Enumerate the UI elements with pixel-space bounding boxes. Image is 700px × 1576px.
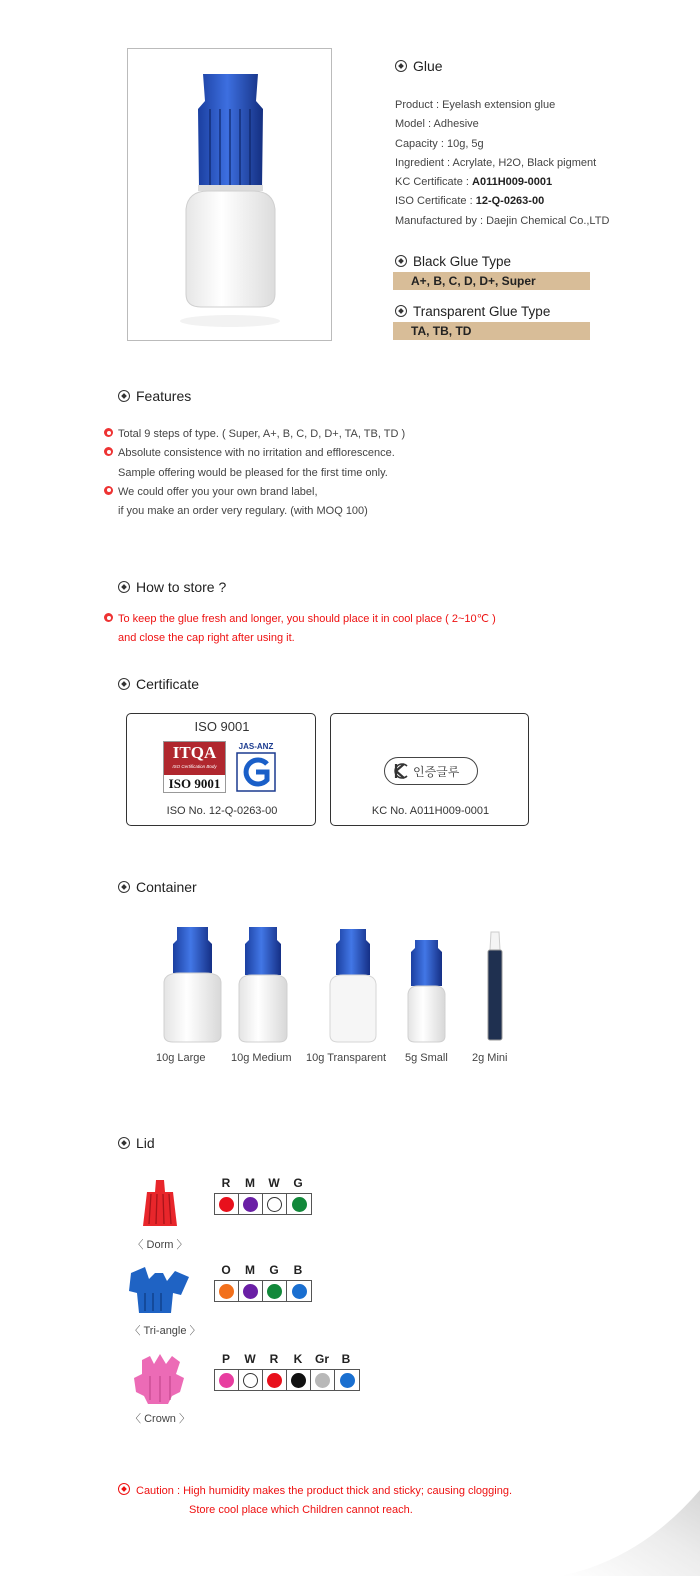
triangle-lid-image	[125, 1263, 195, 1317]
color-swatches	[214, 1369, 360, 1391]
black-glue-type-title: Black Glue Type	[395, 254, 511, 269]
color-swatch[interactable]	[267, 1373, 282, 1388]
iso-heading: ISO 9001	[194, 719, 250, 734]
jas-anz-logo: JAS-ANZ	[231, 741, 281, 793]
store-instructions: To keep the glue fresh and longer, you should place it in cool place ( 2~10℃ ) and close the cap right after using it.	[104, 610, 664, 649]
glue-bottle-image	[128, 49, 333, 342]
container-label-mini: 2g Mini	[472, 1052, 508, 1064]
spec-line: Capacity : 10g, 5g	[395, 137, 484, 150]
feature-item: We could offer you your own brand label,	[104, 483, 664, 502]
itqa-logo: ITQA ISO Certification Body ISO 9001	[163, 741, 226, 793]
diamond-bullet-icon	[395, 255, 407, 267]
features-title: Features	[118, 388, 191, 404]
container-title: Container	[118, 879, 197, 895]
triangle-color-options	[214, 1263, 312, 1302]
color-swatches	[214, 1193, 312, 1215]
color-swatch[interactable]	[267, 1284, 282, 1299]
spec-line: KC Certificate : A011H009-0001	[395, 176, 553, 189]
lid-type-label-dorm: 〈 Dorm 〉	[132, 1239, 188, 1251]
diamond-bullet-icon	[118, 390, 130, 402]
red-bullet-icon	[104, 447, 113, 456]
diamond-bullet-icon	[118, 678, 130, 690]
kc-logo-icon	[393, 762, 409, 780]
container-label-large: 10g Large	[156, 1052, 206, 1064]
red-bullet-icon	[104, 428, 113, 437]
glue-spec-list	[395, 96, 695, 231]
color-swatch[interactable]	[267, 1197, 282, 1212]
kc-mark: 인증글루	[384, 757, 478, 785]
iso-certificate-box	[126, 713, 316, 826]
iso-number: ISO No. 12-Q-0263-00	[166, 805, 278, 817]
container-label-medium: 10g Medium	[231, 1052, 292, 1064]
jas-anz-mark-icon	[231, 752, 281, 793]
transparent-glue-type-bar: TA, TB, TD	[393, 322, 590, 340]
features-list	[104, 425, 664, 521]
spec-line: Ingredient : Acrylate, H2O, Black pigment	[395, 156, 597, 169]
kc-certificate-box	[330, 713, 529, 826]
diamond-bullet-icon	[118, 1483, 130, 1495]
color-swatch[interactable]	[219, 1284, 234, 1299]
crown-color-options	[214, 1352, 360, 1391]
container-labels	[0, 1052, 700, 1068]
feature-item-continued: if you make an order very regulary. (with MOQ 100)	[118, 505, 368, 518]
color-swatch[interactable]	[292, 1284, 307, 1299]
transparent-glue-type-title: Transparent Glue Type	[395, 304, 550, 319]
product-image-frame	[127, 48, 332, 341]
spec-line: Product : Eyelash extension glue	[395, 99, 556, 111]
color-swatch[interactable]	[243, 1197, 258, 1212]
color-swatch[interactable]	[291, 1373, 306, 1388]
color-swatch[interactable]	[292, 1197, 307, 1212]
container-bottles-image	[150, 920, 530, 1050]
kc-number: KC No. A011H009-0001	[371, 805, 490, 817]
diamond-bullet-icon	[395, 305, 407, 317]
lid-type-label-triangle: 〈 Tri-angle 〉	[129, 1325, 201, 1337]
black-glue-type-bar: A+, B, C, D, D+, Super	[393, 272, 590, 290]
color-swatch[interactable]	[243, 1284, 258, 1299]
lid-type-label-crown: 〈 Crown 〉	[130, 1413, 190, 1425]
feature-item-continued: Sample offering would be pleased for the first time only.	[118, 466, 388, 479]
color-swatch[interactable]	[340, 1373, 355, 1388]
diamond-bullet-icon	[118, 881, 130, 893]
container-label-small: 5g Small	[405, 1052, 448, 1064]
color-letters: O M G B	[221, 1263, 303, 1277]
color-swatch[interactable]	[315, 1373, 330, 1388]
red-bullet-icon	[104, 613, 113, 622]
feature-item: Total 9 steps of type. ( Super, A+, B, C, D, D+, TA, TB, TD )	[104, 425, 664, 444]
page-curl-decoration	[540, 1490, 700, 1576]
color-letters: P W R K Gr B	[221, 1352, 351, 1366]
container-label-transparent: 10g Transparent	[306, 1052, 387, 1064]
certificate-title: Certificate	[118, 676, 199, 692]
color-letters: R M W G	[221, 1176, 303, 1190]
spec-line: Manufactured by : Daejin Chemical Co.,LTD	[395, 214, 610, 227]
diamond-bullet-icon	[118, 1137, 130, 1149]
color-swatches	[214, 1280, 312, 1302]
how-to-store-title: How to store ?	[118, 579, 226, 595]
color-swatch[interactable]	[219, 1197, 234, 1212]
feature-item: Absolute consistence with no irritation and efflorescence.	[104, 444, 664, 463]
dorm-color-options	[214, 1176, 312, 1215]
spec-line: Model : Adhesive	[395, 118, 479, 131]
crown-lid-image	[128, 1352, 192, 1406]
diamond-bullet-icon	[118, 581, 130, 593]
caution-notice: Caution : High humidity makes the product thick and sticky; causing clogging. Store cool place which Children cannot reach.	[118, 1482, 618, 1521]
glue-section-title: Glue	[395, 58, 443, 74]
spec-line: ISO Certificate : 12-Q-0263-00	[395, 195, 545, 208]
color-swatch[interactable]	[219, 1373, 234, 1388]
lid-title: Lid	[118, 1135, 155, 1151]
color-swatch[interactable]	[243, 1373, 258, 1388]
red-bullet-icon	[104, 486, 113, 495]
diamond-bullet-icon	[395, 60, 407, 72]
dorm-lid-image	[135, 1178, 185, 1230]
